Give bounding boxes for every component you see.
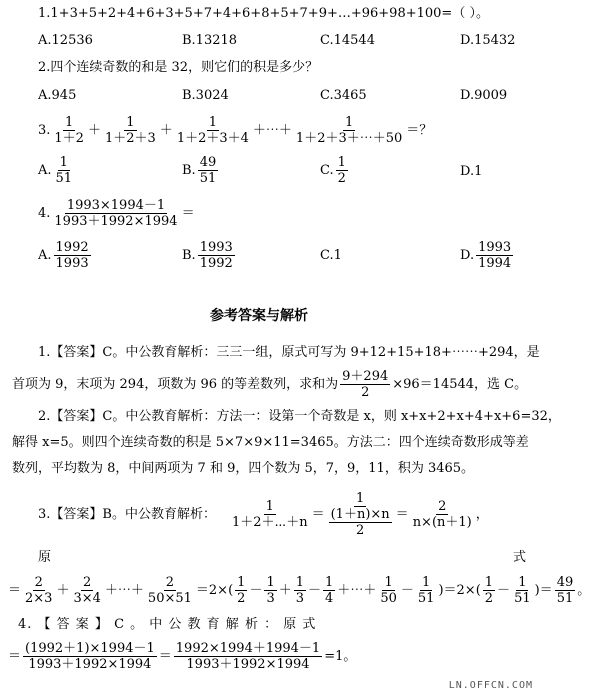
q4-stem bbox=[38, 194, 195, 232]
q1-stem: 1.1+3+5+2+4+6+3+5+7+4+6+8+5+7+9+…+96+98+100=（ ）。 bbox=[38, 6, 489, 21]
answer-1-line-2: 首项为 9，末项为 294，项数为 96 的等差数列，求和为 $\frac{9+294}{2}$ ×96＝14544，选 C。 bbox=[12, 368, 528, 400]
q2-stem: 2.四个连续奇数的和是 32，则它们的积是多少？ bbox=[38, 60, 319, 75]
q4-fraction: $\frac{1993\times 1994-1}{1993+1992\times 1994}$ bbox=[54, 197, 178, 229]
q4-option-c: C.1 bbox=[320, 248, 342, 263]
watermark: LN.OFFCN.COM bbox=[448, 680, 533, 691]
q3-stem bbox=[38, 112, 432, 148]
q3-option-c: C. $\frac{1}{2}$ bbox=[320, 154, 346, 186]
q2-option-b: B.3024 bbox=[182, 88, 229, 103]
answer-1-line-1: 1.【答案】C。中公教育解析：三三一组，原式可写为 9+12+15+18+⋯⋯+294，是 bbox=[38, 345, 540, 360]
q3-option-d: D.1 bbox=[460, 164, 483, 179]
q2-option-c: C.3465 bbox=[320, 88, 367, 103]
q3-term-4: $\frac{1}{1+2+3+\cdots+50}$ bbox=[295, 114, 403, 146]
answer-3-line-2: ＝ $\frac{2}{2\times 3}$ ＋ $\frac{2}{3\times 4}$ ＋⋯＋ $\frac{2}{50\times 51}$ ＝2×( $\frac{1}{2}$ － $\frac{1}{3}$ ＋ $\frac{1}{3}$ － $\frac{1}{4}$ ＋⋯＋ $\frac{1}{50}$ － $\frac{1}{51}$ )＝2×( $\frac{1}{2}$ － $\frac{1}{51}$ )＝ $\frac{49}{51}$ 。 bbox=[8, 574, 590, 606]
q4-option-a: A. $\frac{1992}{1993}$ bbox=[38, 239, 89, 271]
q3-tail: ＝？ bbox=[406, 122, 433, 138]
q3-term-1: $\frac{1}{1+2}$ bbox=[54, 114, 84, 146]
q3-term-2: $\frac{1}{1+2+3}$ bbox=[104, 114, 156, 146]
q2-option-a: A.945 bbox=[38, 88, 77, 103]
q4-tail: ＝ bbox=[181, 205, 195, 221]
q3-option-a: A. $\frac{1}{51}$ bbox=[38, 154, 73, 186]
q4-option-b: B. $\frac{1993}{1992}$ bbox=[182, 239, 233, 271]
plus-sign: ＋ bbox=[159, 122, 173, 138]
q3-option-b: B. $\frac{49}{51}$ bbox=[182, 154, 217, 186]
answer-1-fraction: $\frac{9+294}{2}$ bbox=[342, 368, 389, 400]
answer-3-line-1: 3.【答案】B。中公教育解析： $\frac{1}{1+2+\cdots+n}$ ＝ $\frac{1}{\frac{(1+n)\times n}{2}}$ ＝ $\frac{2}{n\times(n+1)}$ ， bbox=[38, 490, 489, 538]
q1-option-b: B.13218 bbox=[182, 33, 238, 48]
q3-number: 3. bbox=[38, 122, 51, 138]
answer-4-line-1: 4. 【 答 案 】 C 。 中 公 教 育 解 析 ： 原 式 bbox=[18, 617, 317, 632]
ellipsis-sign: ＋⋯＋ bbox=[252, 122, 292, 138]
q4-number: 4. bbox=[38, 205, 51, 221]
plus-sign: ＋ bbox=[87, 122, 101, 138]
q3-term-3: $\frac{1}{1+2+3+4}$ bbox=[176, 114, 249, 146]
q1-option-c: C.14544 bbox=[320, 33, 375, 48]
q4-option-d: D. $\frac{1993}{1994}$ bbox=[460, 239, 512, 271]
answer-2-line-1: 2.【答案】C。中公教育解析：方法一：设第一个奇数是 x，则 x+x+2+x+4+x+6=32， bbox=[38, 409, 561, 424]
q1-option-a: A.12536 bbox=[38, 33, 93, 48]
answers-heading: 参考答案与解析 bbox=[210, 308, 308, 324]
answer-4-line-2: ＝ $\frac{(1992+1)\times 1994-1}{1993+1992\times 1994}$ ＝ $\frac{1992\times 1994+1994-1}{1993+1992\times 1994}$ =1。 bbox=[8, 640, 357, 672]
answer-2-line-3: 数列，平均数为 8，中间两项为 7 和 9，四个数为 5，7，9，11，积为 3465。 bbox=[12, 461, 475, 476]
q1-option-d: D.15432 bbox=[460, 33, 516, 48]
answer-3-yuan: 原 bbox=[38, 550, 52, 565]
answer-2-line-2: 解得 x=5。则四个连续奇数的积是 5×7×9×11=3465。方法二：四个连续奇数形成等差 bbox=[12, 435, 529, 450]
answer-3-shi: 式 bbox=[513, 550, 527, 565]
q2-option-d: D.9009 bbox=[460, 88, 508, 103]
